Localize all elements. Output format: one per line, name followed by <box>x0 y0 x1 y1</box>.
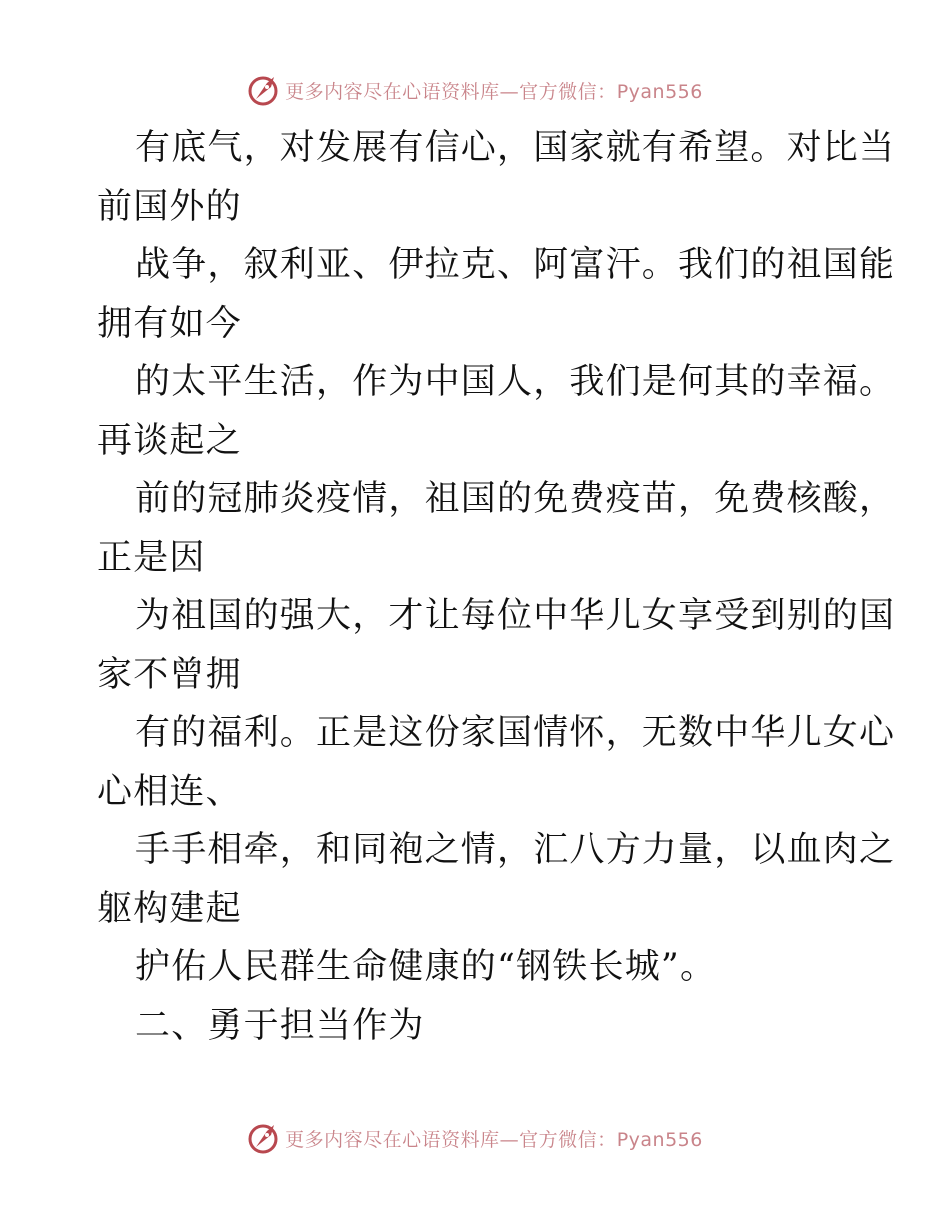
footer-title: 更多内容尽在心语资料库 <box>285 1128 500 1151</box>
footer-separator: — <box>499 1128 520 1151</box>
header-wechat-id: Pyan556 <box>616 80 703 103</box>
header-text <box>285 77 703 104</box>
paragraph-line: 躯构建起 <box>97 888 242 929</box>
footer-text <box>285 1125 703 1152</box>
paragraph-line: 正是因 <box>97 537 206 578</box>
paragraph-line: 前国外的 <box>97 186 242 227</box>
document-body <box>97 119 896 1055</box>
paragraph-line: 为祖国的强大，才让每位中华儿女享受到别的国 <box>135 596 896 636</box>
header-separator: — <box>499 80 520 103</box>
paragraph-line: 前的冠肺炎疫情，祖国的免费疫苗，免费核酸， <box>135 479 896 519</box>
paragraph-line: 手手相牵，和同袍之情，汇八方力量，以血肉之 <box>135 830 896 870</box>
paragraph-line: 有的福利。正是这份家国情怀，无数中华儿女心 <box>135 713 896 753</box>
footer-contact-label: 官方微信： <box>519 1128 617 1151</box>
paragraph-line: 战争，叙利亚、伊拉克、阿富汗。我们的祖国能 <box>135 245 896 285</box>
paragraph-line: 的太平生活，作为中国人，我们是何其的幸福。 <box>135 362 896 402</box>
paragraph-line: 家不曾拥 <box>97 654 242 695</box>
header-title: 更多内容尽在心语资料库 <box>285 80 500 103</box>
paragraph-line: 拥有如今 <box>97 303 242 344</box>
section-heading: 二、勇于担当作为 <box>135 1005 425 1046</box>
footer-banner <box>0 1118 950 1158</box>
pen-nib-logo-icon <box>247 73 281 107</box>
pen-nib-logo-icon <box>247 1121 281 1155</box>
footer-wechat-id: Pyan556 <box>616 1128 703 1151</box>
header-contact-label: 官方微信： <box>519 80 617 103</box>
header-banner <box>0 70 950 110</box>
paragraph-line: 有底气，对发展有信心，国家就有希望。对比当 <box>135 128 896 168</box>
paragraph-line: 心相连、 <box>97 771 242 812</box>
paragraph-line: 护佑人民群生命健康的“钢铁长城”。 <box>135 947 717 987</box>
paragraph-line: 再谈起之 <box>97 420 242 461</box>
